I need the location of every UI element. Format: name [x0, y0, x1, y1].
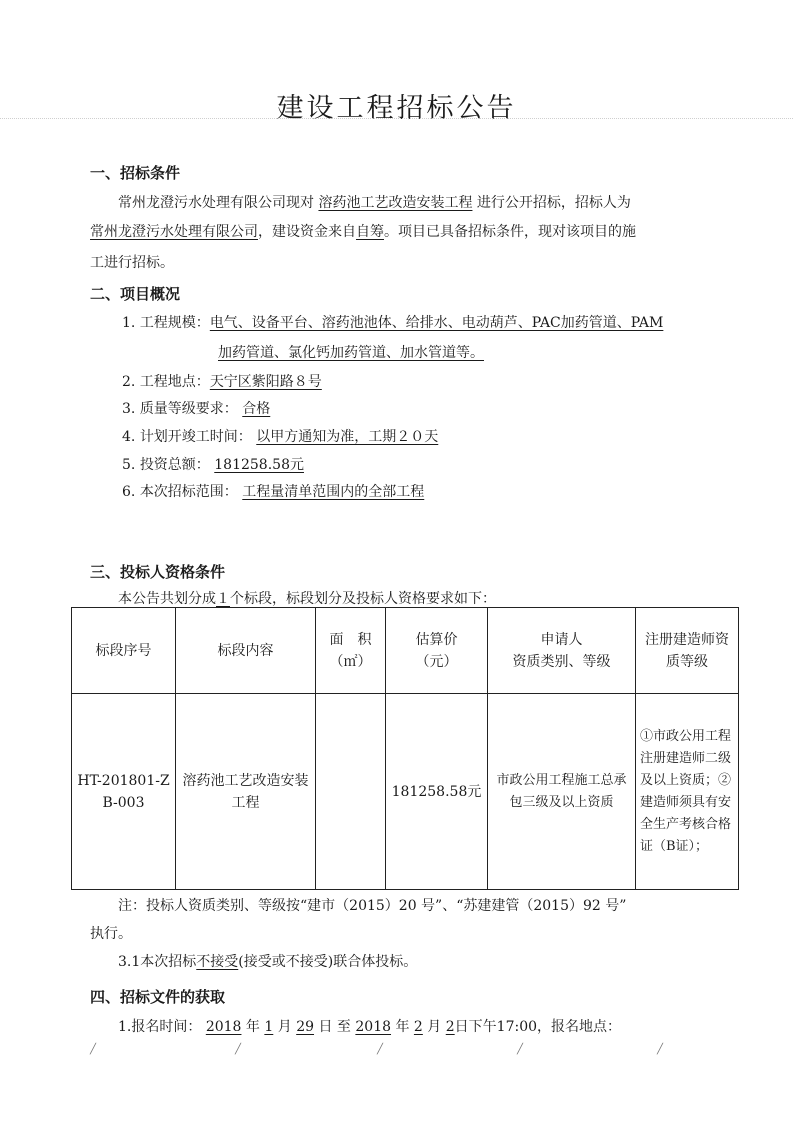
header-price-unit: （元） [415, 653, 458, 670]
section3-heading: 三、投标人资格条件 [90, 563, 226, 581]
scan-mark: ╱ [90, 1044, 97, 1055]
section1-line1-pre: 常州龙澄污水处理有限公司现对 [118, 195, 314, 211]
header-qual-a: 申请人 [540, 631, 583, 648]
item-value: 181258.58元 [214, 457, 304, 473]
end-year: 2018 [355, 1019, 392, 1035]
item-label: 质量等级要求： [139, 401, 238, 417]
consortium-line [118, 951, 417, 971]
item-label: 本次招标范围： [139, 484, 238, 500]
overview-item-quality [122, 398, 270, 418]
project-name: 溶药池工艺改造安装工程 [318, 195, 473, 211]
item-number: 5. [122, 457, 136, 473]
month-suffix: 月 [277, 1019, 292, 1035]
header-price-label: 估算价 [415, 631, 458, 648]
cell-qualification: 市政公用工程施工总承包三级及以上资质 [488, 694, 636, 890]
scan-mark: ╱ [517, 1044, 524, 1055]
table-header-row [72, 608, 739, 694]
fund-source: 自筹 [356, 224, 384, 240]
item-number: 1. [122, 315, 136, 331]
cell-price: 181258.58元 [386, 694, 488, 890]
overview-item-scope [122, 481, 424, 501]
cell-area [316, 694, 386, 890]
year-suffix: 年 [245, 1019, 260, 1035]
lot-count: １ [216, 591, 230, 607]
header-area-label: 面 积 [329, 631, 372, 648]
consortium-pre: 3.1本次招标 [118, 954, 197, 970]
header-area-unit: （㎡） [329, 653, 372, 670]
item-number: 6. [122, 484, 136, 500]
item-value: 工程量清单范围内的全部工程 [242, 484, 425, 500]
reg-label: 1.报名时间： [118, 1019, 202, 1035]
start-day: 29 [296, 1019, 315, 1035]
header-price [386, 608, 488, 694]
registration-time-line [118, 1016, 621, 1036]
start-month: 1 [264, 1019, 274, 1035]
scan-mark: ╱ [235, 1044, 242, 1055]
scan-noise-line [0, 118, 793, 120]
cell-lot-seq: HT-201801-ZB-003 [72, 694, 176, 890]
section1-heading: 一、招标条件 [90, 164, 181, 182]
section2-heading: 二、项目概况 [90, 285, 181, 303]
cell-builder: ①市政公用工程注册建造师二级及以上资质；②建造师须具有安全生产考核合格证（B证）； [636, 694, 739, 890]
scan-mark: ╱ [657, 1044, 664, 1055]
end-month: 2 [413, 1019, 423, 1035]
table-row [72, 694, 739, 890]
reg-post: 日下午17:00，报名地点： [454, 1019, 622, 1035]
item-value: 电气、设备平台、溶药池池体、给排水、电动葫芦、PAC加药管道、PAM [209, 315, 664, 331]
end-day: 2 [445, 1019, 455, 1035]
overview-item-investment [122, 454, 304, 474]
item-label: 工程地点： [139, 374, 210, 390]
header-lot-seq: 标段序号 [72, 608, 176, 694]
note-line2: 执行。 [90, 926, 132, 942]
overview-item-scale-cont [218, 342, 484, 362]
year-suffix: 年 [395, 1019, 410, 1035]
cell-lot-content: 溶药池工艺改造安装工程 [176, 694, 316, 890]
item-value-continued: 加药管道、氯化钙加药管道、加水管道等。 [218, 345, 484, 361]
item-value: 以甲方通知为准，工期２０天 [256, 429, 439, 445]
day-to: 日 至 [318, 1019, 351, 1035]
section4-heading: 四、招标文件的获取 [90, 988, 226, 1006]
header-builder: 注册建造师资质等级 [636, 608, 739, 694]
section1-line2-post: 。项目已具备招标条件，现对该项目的施 [384, 224, 636, 240]
item-label: 工程规模： [139, 315, 210, 331]
header-qualification [488, 608, 636, 694]
scan-mark: ╱ [377, 1044, 384, 1055]
intro-pre: 本公告共划分成 [118, 591, 216, 607]
item-number: 3. [122, 401, 136, 417]
page-title: 建设工程招标公告 [276, 93, 517, 124]
section1-line1 [118, 192, 631, 212]
overview-item-scale [122, 312, 663, 332]
item-number: 2. [122, 374, 136, 390]
item-value: 天宁区紫阳路８号 [209, 374, 322, 390]
overview-item-location [122, 371, 322, 391]
section1-line1-post: 进行公开招标，招标人为 [476, 195, 631, 211]
item-value: 合格 [242, 401, 271, 417]
consortium-choice: 不接受 [196, 954, 239, 970]
section3-intro [118, 588, 496, 608]
month-suffix: 月 [427, 1019, 442, 1035]
item-label: 投资总额： [139, 457, 210, 473]
tenderer-name: 常州龙澄污水处理有限公司 [90, 224, 258, 240]
consortium-post: (接受或不接受)联合体投标。 [238, 954, 418, 970]
lot-table [71, 607, 739, 890]
item-label: 计划开竣工时间： [139, 429, 252, 445]
item-number: 4. [122, 429, 136, 445]
section1-line2 [90, 221, 636, 241]
overview-item-schedule [122, 426, 438, 446]
start-year: 2018 [205, 1019, 242, 1035]
section1-line2-mid: ，建设资金来自 [258, 224, 356, 240]
header-qual-b: 资质类别、等级 [512, 653, 611, 670]
header-area [316, 608, 386, 694]
header-lot-content: 标段内容 [176, 608, 316, 694]
section1-line3: 工进行招标。 [90, 255, 174, 271]
note-line1: 注：投标人资质类别、等级按“建市（2015）20 号”、“苏建建管（2015）92 号” [118, 898, 627, 914]
intro-post: 个标段，标段划分及投标人资格要求如下： [230, 591, 496, 607]
